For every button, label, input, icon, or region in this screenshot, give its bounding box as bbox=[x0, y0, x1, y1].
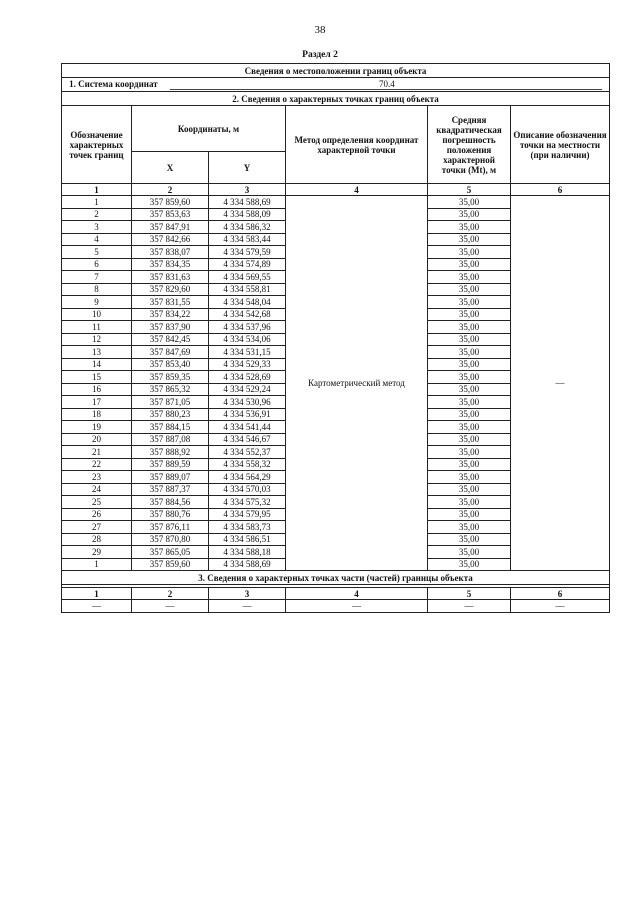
point-number: 13 bbox=[62, 346, 132, 359]
page-number: 38 bbox=[314, 24, 326, 36]
point-number: 11 bbox=[62, 321, 132, 334]
point-number: 14 bbox=[62, 358, 132, 371]
error-value: 35,00 bbox=[428, 458, 511, 471]
col-number: 6 bbox=[511, 588, 610, 600]
error-value: 35,00 bbox=[428, 496, 511, 509]
coord-y: 4 334 570,03 bbox=[209, 483, 286, 496]
header-point: Обозначение характерных точек границ bbox=[62, 106, 132, 184]
point-number: 3 bbox=[62, 221, 132, 234]
point-number: 23 bbox=[62, 471, 132, 484]
coord-x: 357 884,15 bbox=[132, 421, 209, 434]
col-number: 4 bbox=[286, 588, 428, 600]
coord-y: 4 334 558,32 bbox=[209, 458, 286, 471]
coord-x: 357 859,35 bbox=[132, 371, 209, 384]
coord-y: 4 334 546,67 bbox=[209, 433, 286, 446]
coord-x: 357 865,05 bbox=[132, 546, 209, 559]
error-value: 35,00 bbox=[428, 308, 511, 321]
coord-y: 4 334 536,91 bbox=[209, 408, 286, 421]
point-number: 21 bbox=[62, 446, 132, 459]
coord-x: 357 865,32 bbox=[132, 383, 209, 396]
header-error: Средняя квадратическая погрешность положения характерной точки (Mt), м bbox=[428, 106, 511, 184]
coord-y: 4 334 579,59 bbox=[209, 246, 286, 259]
coord-x: 357 880,23 bbox=[132, 408, 209, 421]
coord-y: 4 334 552,37 bbox=[209, 446, 286, 459]
error-value: 35,00 bbox=[428, 233, 511, 246]
coord-x: 357 842,66 bbox=[132, 233, 209, 246]
error-value: 35,00 bbox=[428, 421, 511, 434]
coord-x: 357 859,60 bbox=[132, 196, 209, 209]
col-number: 6 bbox=[511, 184, 610, 196]
coord-y: 4 334 541,44 bbox=[209, 421, 286, 434]
error-value: 35,00 bbox=[428, 271, 511, 284]
coord-y: 4 334 542,68 bbox=[209, 308, 286, 321]
band-part-points: 3. Сведения о характерных точках части (частей) границы объекта bbox=[62, 571, 610, 585]
col-number: 1 bbox=[62, 184, 132, 196]
part-cell: — bbox=[428, 600, 511, 613]
description-cell: — bbox=[511, 196, 610, 571]
band-location: Сведения о местоположении границ объекта bbox=[62, 64, 610, 78]
header-y: Y bbox=[209, 152, 286, 184]
coord-y: 4 334 575,32 bbox=[209, 496, 286, 509]
coord-y: 4 334 588,69 bbox=[209, 558, 286, 571]
coord-x: 357 884,56 bbox=[132, 496, 209, 509]
header-desc: Описание обозначения точки на местности (при наличии) bbox=[511, 106, 610, 184]
error-value: 35,00 bbox=[428, 471, 511, 484]
part-cell: — bbox=[511, 600, 610, 613]
point-number: 4 bbox=[62, 233, 132, 246]
coord-x: 357 837,90 bbox=[132, 321, 209, 334]
point-number: 17 bbox=[62, 396, 132, 409]
coord-x: 357 831,55 bbox=[132, 296, 209, 309]
coord-x: 357 838,07 bbox=[132, 246, 209, 259]
coord-y: 4 334 529,33 bbox=[209, 358, 286, 371]
point-number: 8 bbox=[62, 283, 132, 296]
point-number: 6 bbox=[62, 258, 132, 271]
coord-y: 4 334 586,32 bbox=[209, 221, 286, 234]
coord-y: 4 334 531,15 bbox=[209, 346, 286, 359]
coord-x: 357 853,63 bbox=[132, 208, 209, 221]
coord-x: 357 859,60 bbox=[132, 558, 209, 571]
point-number: 19 bbox=[62, 421, 132, 434]
error-value: 35,00 bbox=[428, 446, 511, 459]
point-number: 10 bbox=[62, 308, 132, 321]
col-number: 3 bbox=[209, 588, 286, 600]
band-points: 2. Сведения о характерных точках границ объекта bbox=[62, 92, 610, 106]
error-value: 35,00 bbox=[428, 346, 511, 359]
coord-y: 4 334 579,95 bbox=[209, 508, 286, 521]
error-value: 35,00 bbox=[428, 508, 511, 521]
error-value: 35,00 bbox=[428, 521, 511, 534]
coord-x: 357 847,91 bbox=[132, 221, 209, 234]
coord-y: 4 334 574,89 bbox=[209, 258, 286, 271]
coord-y: 4 334 583,73 bbox=[209, 521, 286, 534]
header-x: X bbox=[132, 152, 209, 184]
coord-x: 357 887,37 bbox=[132, 483, 209, 496]
coord-y: 4 334 586,51 bbox=[209, 533, 286, 546]
error-value: 35,00 bbox=[428, 283, 511, 296]
coord-y: 4 334 588,69 bbox=[209, 196, 286, 209]
coord-y: 4 334 564,29 bbox=[209, 471, 286, 484]
boundary-table bbox=[61, 63, 610, 613]
error-value: 35,00 bbox=[428, 483, 511, 496]
error-value: 35,00 bbox=[428, 208, 511, 221]
error-value: 35,00 bbox=[428, 408, 511, 421]
coord-x: 357 853,40 bbox=[132, 358, 209, 371]
point-number: 1 bbox=[62, 196, 132, 209]
section-title: Раздел 2 bbox=[302, 50, 338, 60]
coord-x: 357 870,80 bbox=[132, 533, 209, 546]
point-number: 27 bbox=[62, 521, 132, 534]
error-value: 35,00 bbox=[428, 371, 511, 384]
point-number: 9 bbox=[62, 296, 132, 309]
point-number: 2 bbox=[62, 208, 132, 221]
col-number: 1 bbox=[62, 588, 132, 600]
coord-y: 4 334 548,04 bbox=[209, 296, 286, 309]
error-value: 35,00 bbox=[428, 433, 511, 446]
coord-x: 357 880,76 bbox=[132, 508, 209, 521]
error-value: 35,00 bbox=[428, 358, 511, 371]
coord-system-value: 70.4 bbox=[170, 79, 602, 90]
coord-x: 357 829,60 bbox=[132, 283, 209, 296]
point-number: 20 bbox=[62, 433, 132, 446]
coord-x: 357 888,92 bbox=[132, 446, 209, 459]
error-value: 35,00 bbox=[428, 333, 511, 346]
coord-x: 357 847,69 bbox=[132, 346, 209, 359]
point-number: 7 bbox=[62, 271, 132, 284]
point-number: 15 bbox=[62, 371, 132, 384]
point-number: 22 bbox=[62, 458, 132, 471]
error-value: 35,00 bbox=[428, 296, 511, 309]
col-number: 5 bbox=[428, 588, 511, 600]
error-value: 35,00 bbox=[428, 533, 511, 546]
point-number: 12 bbox=[62, 333, 132, 346]
coord-y: 4 334 530,96 bbox=[209, 396, 286, 409]
coord-x: 357 842,45 bbox=[132, 333, 209, 346]
point-number: 26 bbox=[62, 508, 132, 521]
header-coords: Координаты, м bbox=[132, 106, 286, 152]
coord-y: 4 334 588,09 bbox=[209, 208, 286, 221]
coord-y: 4 334 588,18 bbox=[209, 546, 286, 559]
coord-y: 4 334 534,06 bbox=[209, 333, 286, 346]
coord-y: 4 334 569,55 bbox=[209, 271, 286, 284]
coord-x: 357 889,07 bbox=[132, 471, 209, 484]
part-cell: — bbox=[286, 600, 428, 613]
point-number: 29 bbox=[62, 546, 132, 559]
col-number: 2 bbox=[132, 588, 209, 600]
coord-x: 357 889,59 bbox=[132, 458, 209, 471]
error-value: 35,00 bbox=[428, 246, 511, 259]
error-value: 35,00 bbox=[428, 258, 511, 271]
point-number: 28 bbox=[62, 533, 132, 546]
coord-system-label: 1. Система координат bbox=[69, 79, 158, 89]
error-value: 35,00 bbox=[428, 383, 511, 396]
header-method: Метод определения координат характерной точки bbox=[286, 106, 428, 184]
part-cell: — bbox=[132, 600, 209, 613]
coord-y: 4 334 558,81 bbox=[209, 283, 286, 296]
error-value: 35,00 bbox=[428, 321, 511, 334]
error-value: 35,00 bbox=[428, 196, 511, 209]
coord-y: 4 334 583,44 bbox=[209, 233, 286, 246]
point-number: 24 bbox=[62, 483, 132, 496]
point-number: 25 bbox=[62, 496, 132, 509]
error-value: 35,00 bbox=[428, 221, 511, 234]
error-value: 35,00 bbox=[428, 546, 511, 559]
part-cell: — bbox=[62, 600, 132, 613]
method-cell: Картометрический метод bbox=[286, 196, 428, 571]
coord-y: 4 334 537,96 bbox=[209, 321, 286, 334]
coord-y: 4 334 529,24 bbox=[209, 383, 286, 396]
point-number: 18 bbox=[62, 408, 132, 421]
coord-system-row bbox=[62, 78, 610, 92]
point-number: 16 bbox=[62, 383, 132, 396]
coord-x: 357 887,08 bbox=[132, 433, 209, 446]
coord-x: 357 834,22 bbox=[132, 308, 209, 321]
col-number: 2 bbox=[132, 184, 209, 196]
coord-x: 357 871,05 bbox=[132, 396, 209, 409]
table-row bbox=[62, 196, 610, 209]
error-value: 35,00 bbox=[428, 396, 511, 409]
coord-x: 357 834,35 bbox=[132, 258, 209, 271]
col-number: 5 bbox=[428, 184, 511, 196]
col-number: 4 bbox=[286, 184, 428, 196]
point-number: 5 bbox=[62, 246, 132, 259]
col-number: 3 bbox=[209, 184, 286, 196]
coord-y: 4 334 528,69 bbox=[209, 371, 286, 384]
coord-x: 357 876,11 bbox=[132, 521, 209, 534]
coord-x: 357 831,63 bbox=[132, 271, 209, 284]
part-cell: — bbox=[209, 600, 286, 613]
point-number: 1 bbox=[62, 558, 132, 571]
error-value: 35,00 bbox=[428, 558, 511, 571]
